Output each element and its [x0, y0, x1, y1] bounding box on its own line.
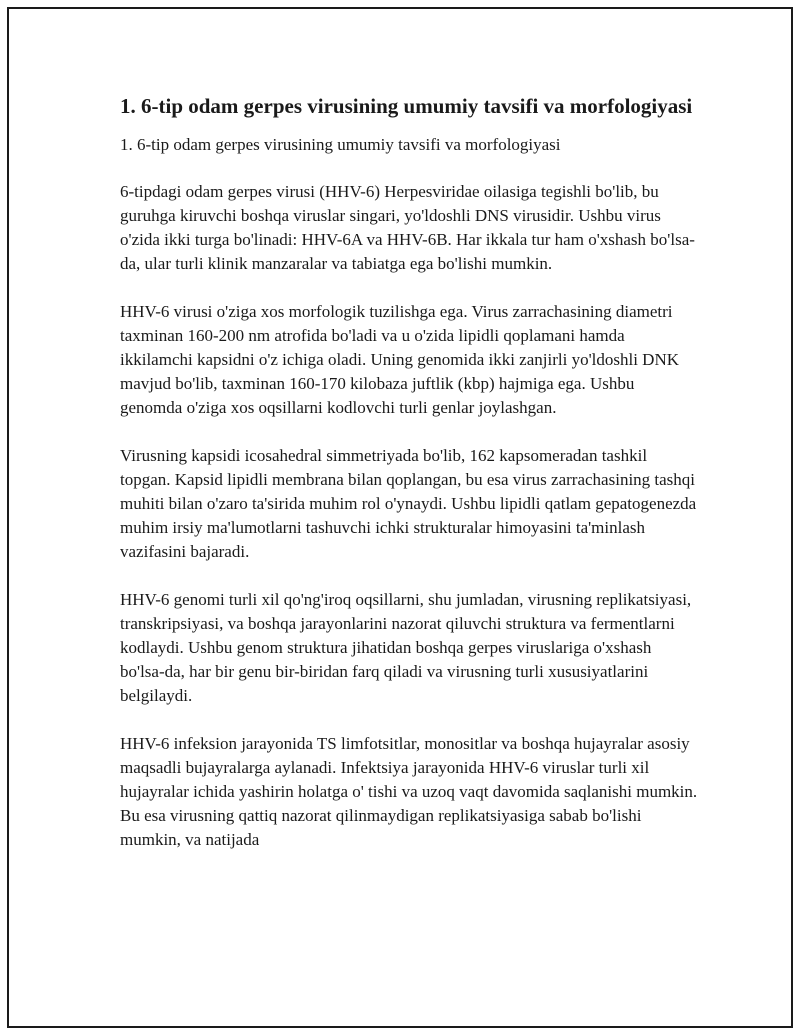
document-title: 1. 6-tip odam gerpes virusining umumiy tavsifi va morfologiyasi	[120, 94, 693, 118]
paragraph: Virusning kapsidi icosahedral simmetriyada bo'lib, 162 kapsomeradan tashkil topgan. Kapsid lipidli membrana bilan qoplangan, bu esa virus zarrachasining tashqi muhiti bilan o'zaro ta'sirida muhim rol o'ynaydi. Ushbu lipidli qatlam gepatogenezda muhim irsiy ma'lumotlarni tashuvchi ichki strukturalar himoyasini ta'minlash vazifasini bajaradi.	[120, 446, 697, 561]
section-heading: 1. 6-tip odam gerpes virusining umumiy tavsifi va morfologiyasi	[120, 135, 561, 154]
paragraph: HHV-6 infeksion jarayonida TS limfotsitlar, monositlar va boshqa hujayralar asosiy maqsadli bujayralarga aylanadi. Infektsiya jarayonida HHV-6 viruslar turli xil hujayralar ichida yashirin holatga o' tishi va uzoq vaqt davomida saqlanishi mumkin. Bu esa virusning qattiq nazorat qilinmaydigan replikatsiyasiga sabab bo'lishi mumkin, va natijada	[120, 734, 698, 849]
paragraph: HHV-6 virusi o'ziga xos morfologik tuzilishga ega. Virus zarrachasining diametri taxminan 160-200 nm atrofida bo'ladi va u o'zida lipidli qoplamani hamda ikkilamchi kapsidni o'z ichiga oladi. Uning genomida ikki zanjirli yo'ldoshli DNK mavjud bo'lib, taxminan 160-170 kilobaza juftlik (kbp) hajmiga ega. Ushbu genomda o'ziga xos oqsillarni kodlovchi turli genlar joylashgan.	[120, 302, 680, 417]
document-content	[120, 93, 700, 876]
paragraph: HHV-6 genomi turli xil qo'ng'iroq oqsillarni, shu jumladan, virusning replikatsiyasi, transkripsiyasi, va boshqa jarayonlarini nazorat qiluvchi struktura va fermentlarni kodlaydi. Ushbu genom struktura jihatidan boshqa gerpes viruslariga o'xshash bo'lsa-da, har bir genu bir-biridan farq qiladi va virusning turli xususiyatlarini belgilaydi.	[120, 590, 692, 705]
paragraph: 6-tipdagi odam gerpes virusi (HHV-6) Herpesviridae oilasiga tegishli bo'lib, bu guruhga kiruvchi boshqa viruslar singari, yo'ldoshli DNS virusidir. Ushbu virus o'zida ikki turga bo'linadi: HHV-6A va HHV-6B. Har ikkala tur ham o'xshash bo'lsa-da, ular turli klinik manzaralar va tabiatga ega bo'lishi mumkin.	[120, 182, 695, 273]
document-page	[7, 7, 793, 1028]
